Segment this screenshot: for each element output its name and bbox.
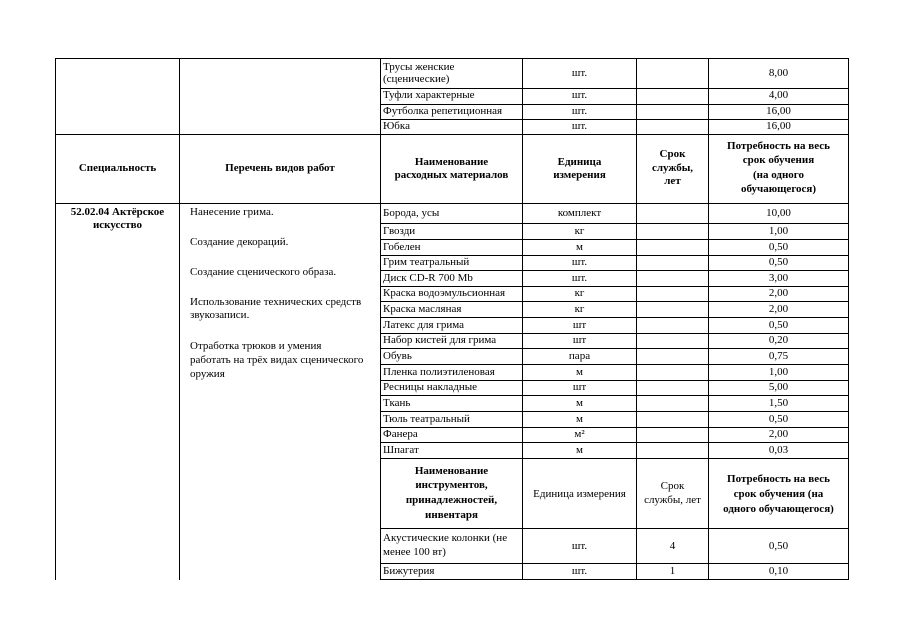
cell-item-name: Футболка репетиционная <box>383 105 503 117</box>
cell-item-name: Юбка <box>383 120 410 132</box>
tool-unit: шт. <box>571 540 588 552</box>
material-qty: 10,00 <box>766 207 791 219</box>
row-line <box>380 528 849 529</box>
cell-qty: 8,00 <box>768 67 789 79</box>
row-line <box>55 203 849 204</box>
material-name: Латекс для грима <box>383 319 465 331</box>
material-name: Краска водоэмульсионная <box>383 287 506 299</box>
material-unit: кг <box>574 287 585 299</box>
work-item: оружия <box>190 368 225 380</box>
material-qty: 0,50 <box>768 256 789 268</box>
material-unit: пара <box>568 350 591 362</box>
row-line <box>380 364 849 365</box>
material-name: Тюль театральный <box>383 413 470 425</box>
tool-name: менее 100 вт) <box>383 546 446 558</box>
specialty-name: искусство <box>92 219 143 231</box>
material-unit: шт <box>572 334 587 346</box>
row-line <box>380 579 849 580</box>
material-unit: кг <box>574 303 585 315</box>
material-unit: м <box>576 241 583 253</box>
tools-header-need: срок обучения (на <box>733 488 824 500</box>
col-line-left <box>55 58 56 580</box>
work-item: Отработка трюков и умения <box>190 340 322 352</box>
material-name: Обувь <box>383 350 412 362</box>
cell-unit: шт. <box>571 89 588 101</box>
work-item: Создание декораций. <box>190 236 289 248</box>
material-name: Набор кистей для грима <box>383 334 497 346</box>
header-need: обучающегося) <box>740 183 817 195</box>
material-qty: 1,00 <box>768 225 789 237</box>
tools-header-unit: Единица измерения <box>533 488 626 500</box>
work-item: Нанесение грима. <box>190 206 274 218</box>
row-line <box>380 223 849 224</box>
material-qty: 0,50 <box>768 319 789 331</box>
row-line <box>55 134 849 135</box>
tools-header-name: Наименование <box>414 465 489 477</box>
header-materials: Наименование <box>414 156 489 168</box>
cell-unit: шт. <box>571 67 588 79</box>
tools-header-term: Срок <box>660 480 685 492</box>
tool-qty: 0,50 <box>768 540 789 552</box>
tool-name: Акустические колонки (не <box>383 532 508 544</box>
row-line <box>380 563 849 564</box>
material-qty: 2,00 <box>768 303 789 315</box>
material-qty: 0,75 <box>768 350 789 362</box>
material-qty: 1,00 <box>768 366 789 378</box>
header-need: Потребность на весь <box>727 140 830 152</box>
material-unit: м <box>576 413 583 425</box>
material-name: Гвозди <box>383 225 416 237</box>
work-item: Создание сценического образа. <box>190 266 337 278</box>
col-line-right <box>848 58 849 580</box>
cell-item-name: Туфли характерные <box>383 89 475 101</box>
tools-header-name: принадлежностей, <box>405 494 498 506</box>
material-unit: м² <box>574 428 585 440</box>
row-line <box>55 58 849 59</box>
material-qty: 3,00 <box>768 272 789 284</box>
tools-header-need: одного обучающегося) <box>723 503 834 515</box>
row-line <box>380 458 849 459</box>
work-item: Использование технических средств <box>190 296 362 308</box>
header-term: лет <box>664 175 681 187</box>
material-unit: шт <box>572 319 587 331</box>
specialty-name: 52.02.04 Актёрское <box>70 206 165 218</box>
material-name: Гобелен <box>383 241 421 253</box>
row-line <box>380 395 849 396</box>
header-need: срок обучения <box>742 154 815 166</box>
material-name: Краска масляная <box>383 303 462 315</box>
header-specialty: Специальность <box>78 162 157 174</box>
cell-unit: шт. <box>571 105 588 117</box>
material-qty: 0,03 <box>768 444 789 456</box>
tool-term: 1 <box>669 565 676 577</box>
material-unit: кг <box>574 225 585 237</box>
cell-qty: 4,00 <box>768 89 789 101</box>
tools-header-need: Потребность на весь <box>727 473 830 485</box>
material-qty: 0,20 <box>768 334 789 346</box>
material-unit: м <box>576 366 583 378</box>
row-line <box>380 348 849 349</box>
material-qty: 0,50 <box>768 241 789 253</box>
header-term: Срок <box>659 148 686 160</box>
material-name: Ресницы накладные <box>383 381 478 393</box>
material-name: Диск CD-R 700 Mb <box>383 272 473 284</box>
header-works: Перечень видов работ <box>225 162 335 174</box>
row-line <box>380 301 849 302</box>
cell-qty: 16,00 <box>766 120 791 132</box>
material-qty: 1,50 <box>768 397 789 409</box>
work-item: работать на трёх видах сценического <box>190 354 364 366</box>
tool-qty: 0,10 <box>768 565 789 577</box>
tool-name: Бижутерия <box>383 565 435 577</box>
material-unit: м <box>576 444 583 456</box>
material-qty: 5,00 <box>768 381 789 393</box>
header-need: (на одного <box>752 169 805 181</box>
col-line-name-tools <box>522 459 523 580</box>
material-unit: м <box>576 397 583 409</box>
tools-header-name: инвентаря <box>425 509 478 521</box>
material-name: Шпагат <box>383 444 419 456</box>
tools-header-name: инструментов, <box>415 479 488 491</box>
row-line <box>380 270 849 271</box>
col-line-specialty <box>179 58 180 580</box>
cell-item-name: (сценические) <box>383 73 450 85</box>
work-item: звукозаписи. <box>190 309 250 321</box>
material-name: Пленка полиэтиленовая <box>383 366 495 378</box>
material-qty: 2,00 <box>768 287 789 299</box>
tool-term: 4 <box>669 540 676 552</box>
header-unit: измерения <box>553 169 606 181</box>
cell-item-name: Трусы женские <box>383 61 455 73</box>
cell-qty: 16,00 <box>766 105 791 117</box>
row-line <box>380 317 849 318</box>
material-name: Грим театральный <box>383 256 470 268</box>
row-line <box>380 442 849 443</box>
cell-unit: шт. <box>571 120 588 132</box>
tools-header-term: службы, лет <box>644 494 701 506</box>
header-term: службы, <box>651 162 694 174</box>
material-qty: 0,50 <box>768 413 789 425</box>
material-qty: 2,00 <box>768 428 789 440</box>
row-line <box>380 239 849 240</box>
row-line <box>380 411 849 412</box>
material-name: Борода, усы <box>383 207 440 219</box>
material-name: Фанера <box>383 428 418 440</box>
tool-unit: шт. <box>571 565 588 577</box>
material-name: Ткань <box>383 397 411 409</box>
material-unit: шт. <box>571 272 588 284</box>
header-materials: расходных материалов <box>394 169 509 181</box>
material-unit: комплект <box>557 207 602 219</box>
material-unit: шт <box>572 381 587 393</box>
material-unit: шт. <box>571 256 588 268</box>
header-unit: Единица <box>557 156 602 168</box>
